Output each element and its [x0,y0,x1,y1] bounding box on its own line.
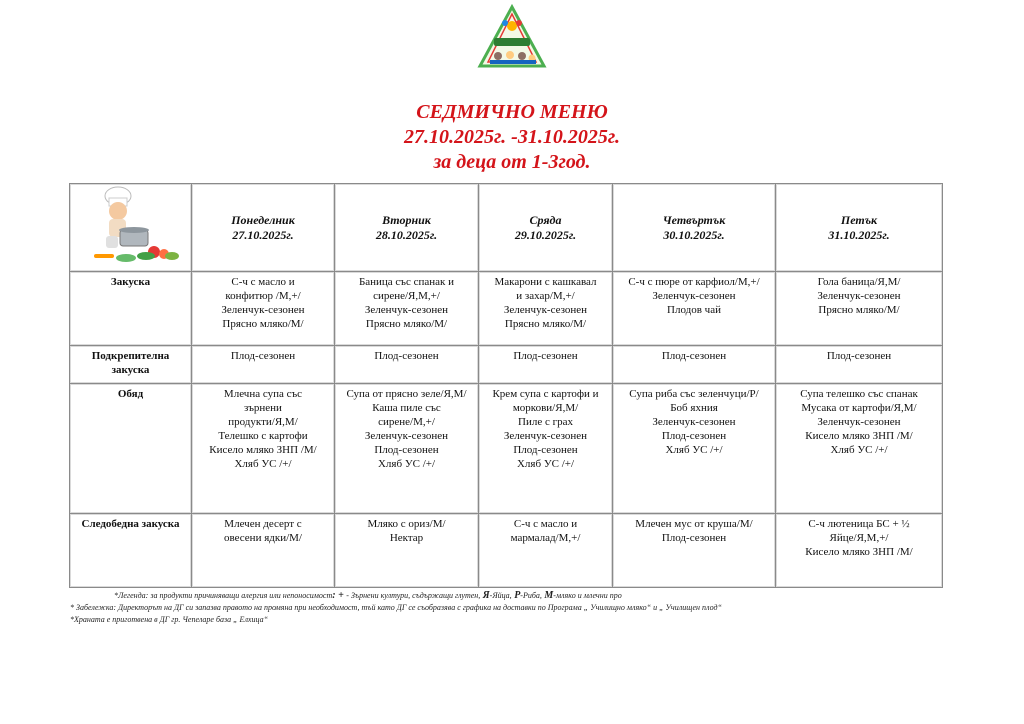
director-note: * Забележка: Директорът на ДГ си запазва правото на промяна при необходимост, тъй като ДГ се съобразява с графика на доставки по Програма „ Училищно мляко“ и „ Училищен плод“ [70,603,722,612]
meal-label: Следобедна закуска [70,514,192,588]
menu-item: С-ч с масло и [513,518,578,530]
menu-item: сирене/Я,М,+/ [373,290,440,302]
menu-item: Плод-сезонен [513,444,578,456]
day-header-monday: Понеделник 27.10.2025г. [192,184,335,272]
menu-cell-wednesday [479,514,613,588]
menu-item: Кисело мляко ЗНП /М/ [209,444,317,456]
date-range: 27.10.2025г. -31.10.2025г. [404,126,620,148]
menu-item: Хляб УС /+/ [665,444,723,456]
menu-item: Каша пиле със [372,402,441,414]
menu-item: продукти/Я,М/ [228,416,298,428]
day-header-wednesday: Сряда 29.10.2025г. [479,184,613,272]
meal-label: Закуска [70,272,192,346]
header-row [70,184,943,272]
menu-item: С-ч с пюре от карфиол/М,+/ [628,276,760,288]
kitchen-note: *Храната е приготвена в ДГ гр. Чепеларе база „ Елхица“ [70,615,269,624]
menu-item: Млечна супа със [223,388,303,400]
menu-item: Зеленчук-сезонен [221,304,305,316]
menu-item: Плод-сезонен [374,444,439,456]
menu-cell-friday [776,272,943,346]
menu-cell-wednesday [479,272,613,346]
menu-item: Баница със спанак и [358,276,455,288]
footnotes [70,590,1000,626]
menu-cell-thursday [613,346,776,384]
menu-item: Кисело мляко ЗНП /М/ [805,546,913,558]
menu-item: Зеленчук-сезонен [652,416,736,428]
menu-item: Пиле с грах [518,416,573,428]
menu-item: Плод-сезонен [661,532,727,544]
menu-item: Зеленчук-сезонен [364,304,449,316]
menu-item: Хляб УС /+/ [516,458,575,470]
meal-row [70,346,943,384]
child-chef-picture [76,186,186,266]
menu-item: Плод-сезонен [230,350,296,362]
menu-cell-monday [192,514,335,588]
menu-item: Зеленчук-сезонен [364,430,449,442]
meal-row [70,384,943,514]
menu-item: Плод-сезонен [374,350,439,362]
menu-cell-friday [776,384,943,514]
menu-item: С-ч лютеница БС + ½ [808,518,910,530]
menu-item: Зеленчук-сезонен [503,430,588,442]
menu-cell-thursday [613,272,776,346]
menu-item: Крем супа с картофи и [492,388,599,400]
menu-item: Прясно мляко/М/ [818,304,900,316]
menu-item: Зеленчук-сезонен [817,290,901,302]
day-header-tuesday: Вторник 28.10.2025г. [335,184,479,272]
menu-item: Прясно мляко/М/ [504,318,587,330]
menu-item: овесени ядки/М/ [224,532,302,544]
menu-cell-thursday [613,514,776,588]
chef-picture-cell [70,184,192,272]
menu-item: Прясно мляко/М/ [222,318,304,330]
menu-cell-tuesday [335,514,479,588]
menu-item: мармалад/М,+/ [510,532,581,544]
menu-item: Плод-сезонен [661,350,727,362]
title-block [0,100,1024,175]
menu-item: сирене/М,+/ [378,416,435,428]
menu-item: Зеленчук-сезонен [817,416,901,428]
menu-item: Яйце/Я,М,+/ [829,532,889,544]
menu-item: зърнени [244,402,282,414]
meal-row [70,514,943,588]
menu-item: Плод-сезонен [661,430,727,442]
menu-item: Супа телешко със спанак [800,388,918,400]
kindergarten-logo [474,4,550,70]
menu-cell-monday [192,272,335,346]
menu-cell-wednesday [479,346,613,384]
day-header-thursday: Четвъртък 30.10.2025г. [613,184,776,272]
menu-item: Зеленчук-сезонен [652,290,736,302]
menu-item: Кисело мляко ЗНП /М/ [805,430,913,442]
menu-cell-tuesday [335,346,479,384]
menu-item: Хляб УС /+/ [234,458,292,470]
menu-cell-tuesday [335,384,479,514]
menu-cell-friday [776,346,943,384]
meal-row [70,272,943,346]
menu-item: Нектар [389,532,424,544]
menu-item: Плодов чай [667,304,721,316]
menu-cell-friday [776,514,943,588]
menu-item: Плод-сезонен [826,350,892,362]
menu-cell-monday [192,384,335,514]
menu-item: С-ч с масло и [231,276,295,288]
weekly-menu-table [69,183,943,588]
menu-item: Телешко с картофи [218,430,308,442]
menu-cell-monday [192,346,335,384]
menu-item: Млечен мус от круша/М/ [635,518,753,530]
page-title: СЕДМИЧНО МЕНЮ [416,101,608,123]
menu-cell-tuesday [335,272,479,346]
menu-item: моркови/Я,М/ [512,402,579,414]
allergen-legend: *Легенда: за продукти причиняващи алергия или непоносимост: + - Зърнени култури, съдържащи глутен, Я-Яйца, Р-Риба, М-мляко и млечни про [114,590,622,601]
menu-cell-wednesday [479,384,613,514]
menu-cell-thursday [613,384,776,514]
menu-item: Мусака от картофи/Я,М/ [801,402,917,414]
menu-item: Боб яхния [670,402,718,414]
menu-item: Мляко с ориз/М/ [367,518,446,530]
menu-item: Зеленчук-сезонен [503,304,588,316]
menu-item: Плод-сезонен [513,350,578,362]
day-header-friday: Петък 31.10.2025г. [776,184,943,272]
menu-item: Макарони с кашкавал [494,276,597,288]
menu-item: Супа от прясно зеле/Я,М/ [346,388,467,400]
menu-item: и захар/М,+/ [516,290,575,302]
meal-label: Подкрепителна закуска [70,346,192,384]
menu-item: Прясно мляко/М/ [365,318,448,330]
menu-item: конфитюр /М,+/ [225,290,301,302]
age-group: за деца от 1-3год. [433,151,591,173]
menu-item: Супа риба със зеленчуци/Р/ [629,388,759,400]
menu-item: Хляб УС /+/ [830,444,888,456]
meal-label: Обяд [70,384,192,514]
menu-item: Гола баница/Я,М/ [817,276,901,288]
menu-item: Млечен десерт с [224,518,302,530]
menu-item: Хляб УС /+/ [377,458,436,470]
